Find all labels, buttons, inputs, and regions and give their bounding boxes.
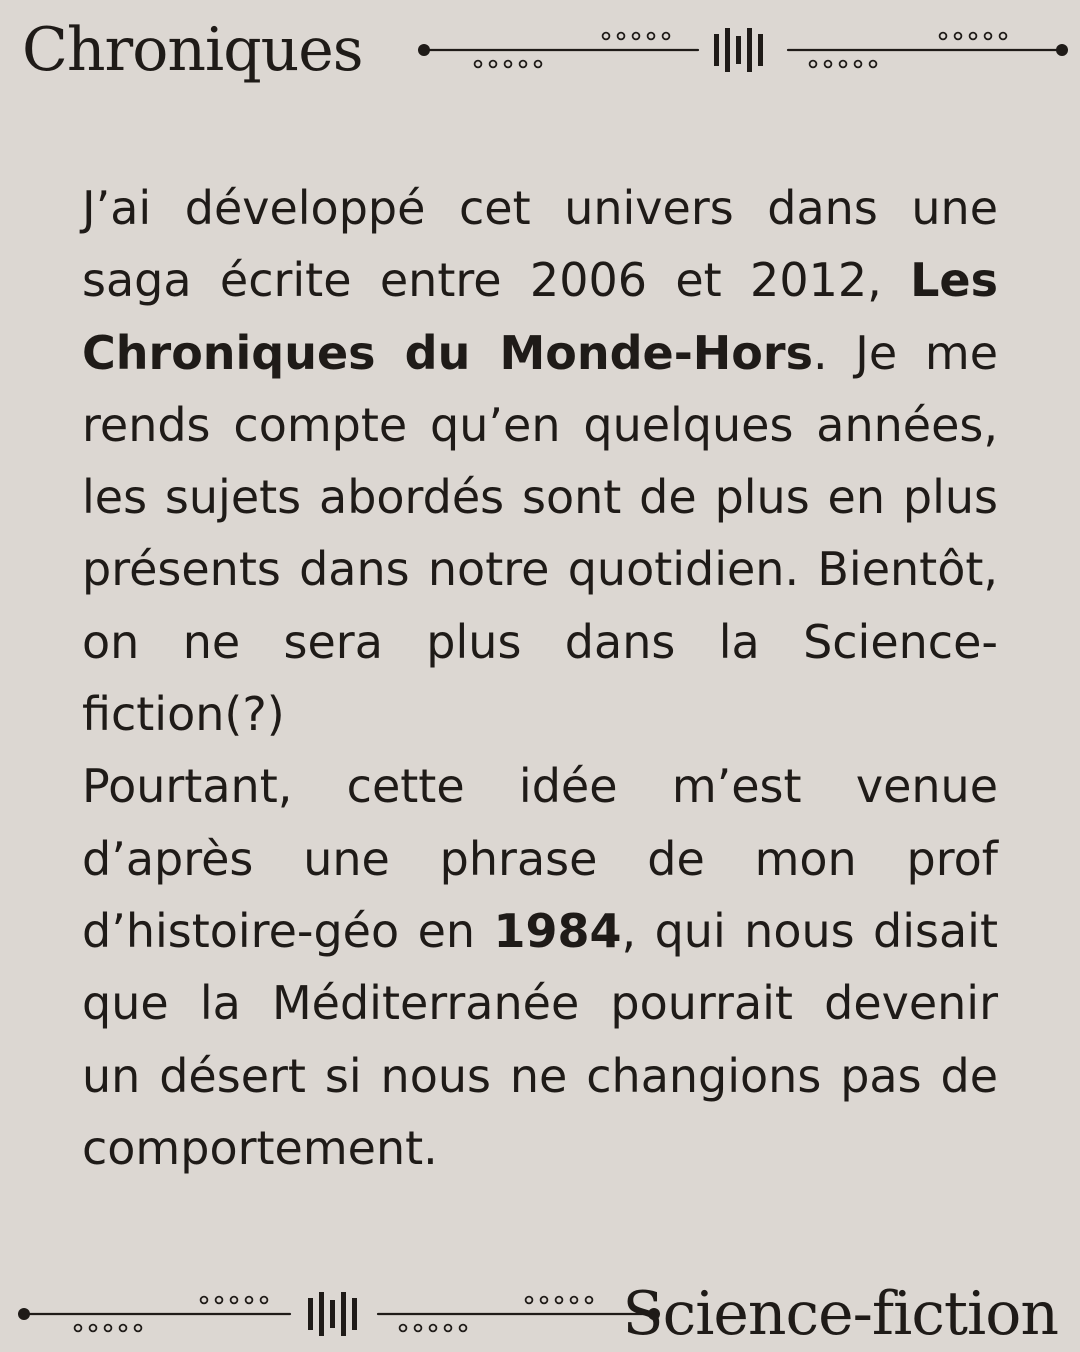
top-ornament-icon bbox=[410, 18, 1075, 82]
paragraph-2 bbox=[82, 750, 998, 1184]
body-text bbox=[82, 172, 998, 1184]
paragraph-1-start: J’ai développé cet univers dans une saga écrite entre 2006 et 2012, bbox=[82, 181, 998, 308]
paragraph-2-start: Pourtant, cette idée m’est venue d’après une phrase de mon prof d’histoire-géo en bbox=[82, 759, 998, 958]
footer-title: Science-fiction bbox=[622, 1279, 1058, 1349]
header-title: Chroniques bbox=[22, 15, 363, 85]
paragraph-1-end: . Je me rends compte qu’en quelques années, les sujets abordés sont de plus en plus présents dans notre quotidien. Bientôt, on ne sera plus dans la Science-fiction(?) bbox=[82, 325, 998, 742]
paragraph-1 bbox=[82, 172, 998, 750]
year-highlight: 1984 bbox=[493, 903, 622, 958]
saga-title: Les Chroniques du Monde-Hors bbox=[82, 253, 998, 380]
bottom-ornament-icon bbox=[14, 1282, 664, 1346]
paragraph-2-end: , qui nous disait que la Méditerranée pourrait devenir un désert si nous ne changions pas de comportement. bbox=[82, 903, 998, 1175]
